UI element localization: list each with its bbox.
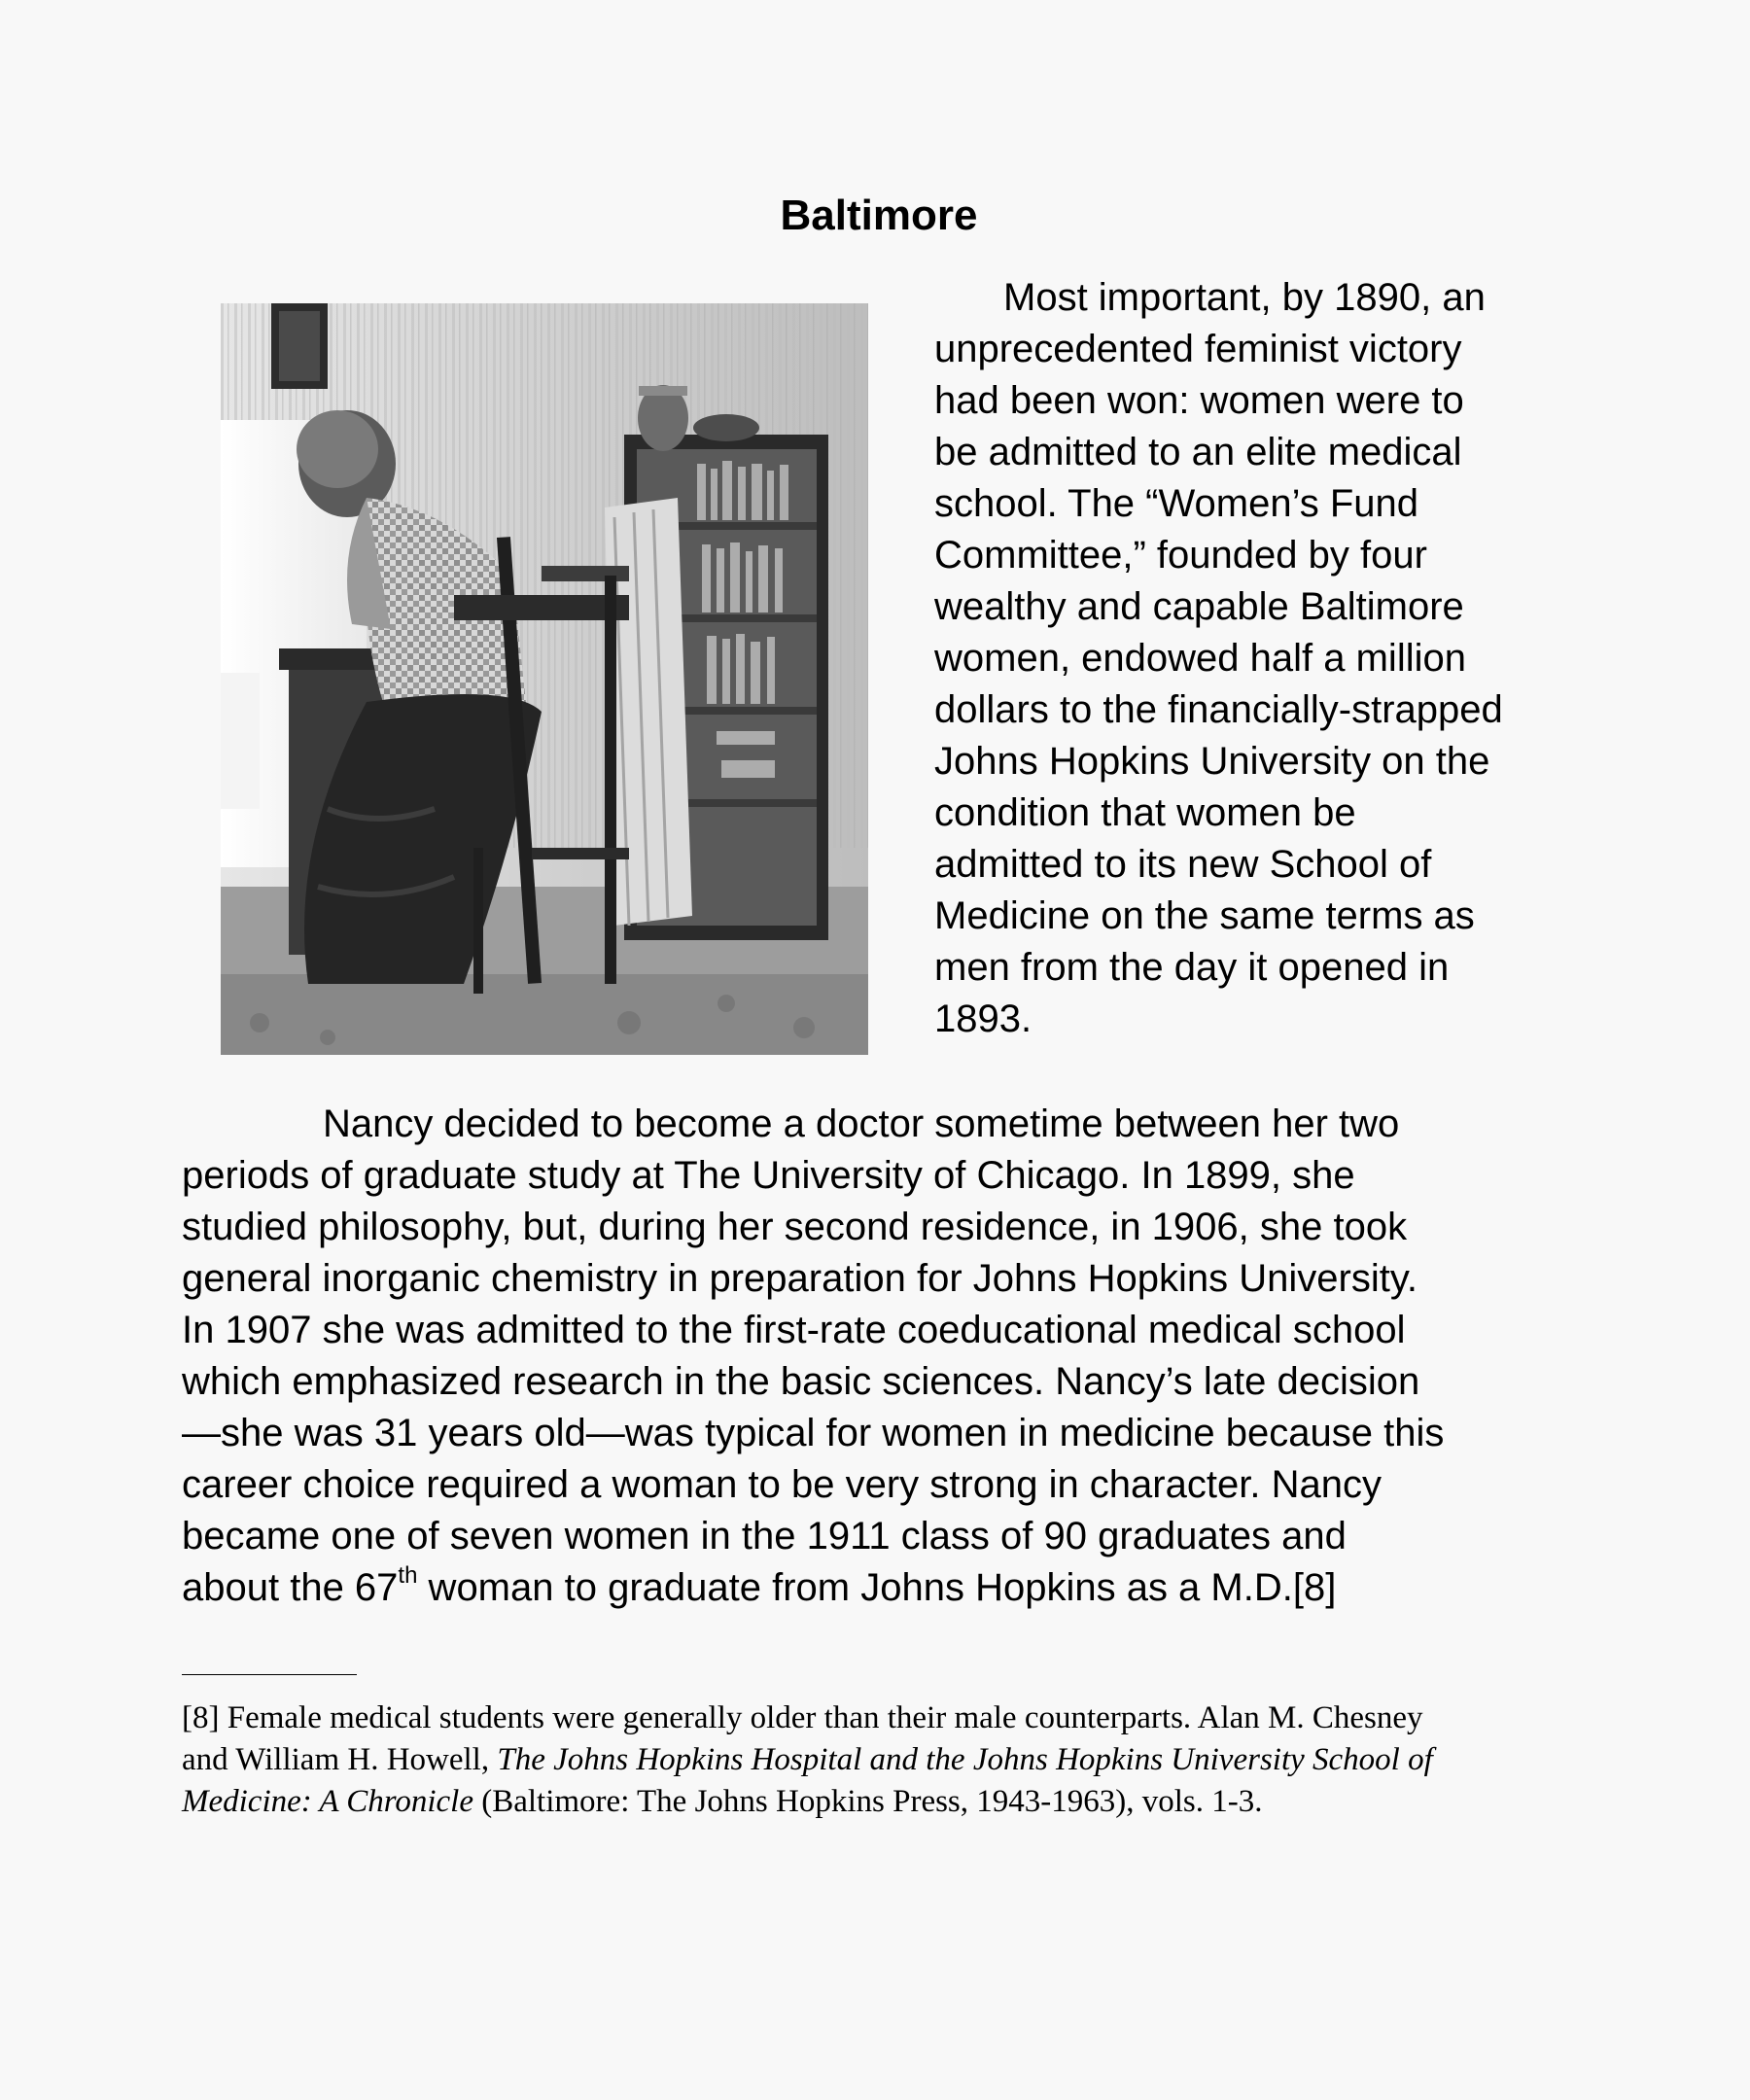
- footnote-separator: [182, 1674, 357, 1675]
- main-line: Nancy decided to become a doctor sometime between her two: [323, 1102, 1400, 1145]
- side-line: 1893.: [934, 998, 1032, 1040]
- side-line: dollars to the financially-strapped: [934, 688, 1503, 731]
- historical-photo: [221, 303, 868, 1055]
- side-line: had been won: women were to: [934, 379, 1464, 422]
- main-last-before: about the 67: [182, 1566, 399, 1609]
- main-line: general inorganic chemistry in preparation for Johns Hopkins University.: [182, 1257, 1418, 1300]
- side-line: Committee,” founded by four: [934, 534, 1427, 577]
- footnote-line-2: [182, 1739, 1601, 1781]
- main-line: —she was 31 years old—was typical for women in medicine because this: [182, 1412, 1445, 1454]
- side-line: Most important, by 1890, an: [1003, 276, 1486, 319]
- side-line: be admitted to an elite medical: [934, 431, 1462, 473]
- main-line: studied philosophy, but, during her second residence, in 1906, she took: [182, 1206, 1408, 1248]
- main-line: career choice required a woman to be very strong in character. Nancy: [182, 1463, 1382, 1506]
- main-last-after: woman to graduate from Johns Hopkins as a M.D.[8]: [417, 1566, 1337, 1609]
- side-line: admitted to its new School of: [934, 843, 1432, 886]
- main-line: became one of seven women in the 1911 class of 90 graduates and: [182, 1515, 1347, 1558]
- main-last-line: [182, 1562, 1582, 1614]
- side-line: unprecedented feminist victory: [934, 328, 1462, 370]
- side-line: Johns Hopkins University on the: [934, 740, 1490, 783]
- footnote-book-title-cont: Medicine: A Chronicle: [182, 1784, 473, 1819]
- side-line: women, endowed half a million: [934, 637, 1466, 680]
- main-paragraph: [182, 1099, 1582, 1614]
- footnote-line-3: [182, 1781, 1601, 1823]
- photo-image: [221, 303, 868, 1055]
- main-line: periods of graduate study at The University of Chicago. In 1899, she: [182, 1154, 1355, 1197]
- footnote: [182, 1698, 1601, 1823]
- side-line: condition that women be: [934, 791, 1356, 834]
- side-line: school. The “Women’s Fund: [934, 482, 1419, 525]
- footnote-publisher: (Baltimore: The Johns Hopkins Press, 1943-1963), vols. 1-3.: [472, 1784, 1263, 1819]
- side-line: wealthy and capable Baltimore: [934, 585, 1464, 628]
- footnote-authors: and William H. Howell,: [182, 1742, 498, 1777]
- page-title: Baltimore: [780, 192, 978, 239]
- main-line: which emphasized research in the basic sciences. Nancy’s late decision: [182, 1360, 1420, 1403]
- footnote-book-title: The Johns Hopkins Hospital and the Johns Hopkins University School of: [497, 1742, 1433, 1777]
- ordinal-superscript: th: [398, 1562, 418, 1589]
- side-line: men from the day it opened in: [934, 946, 1450, 989]
- side-paragraph: [934, 272, 1576, 1045]
- footnote-line-1: [8] Female medical students were generally older than their male counterparts. Alan M. Chesney: [182, 1700, 1423, 1735]
- main-line: In 1907 she was admitted to the first-rate coeducational medical school: [182, 1309, 1406, 1351]
- side-line: Medicine on the same terms as: [934, 894, 1475, 937]
